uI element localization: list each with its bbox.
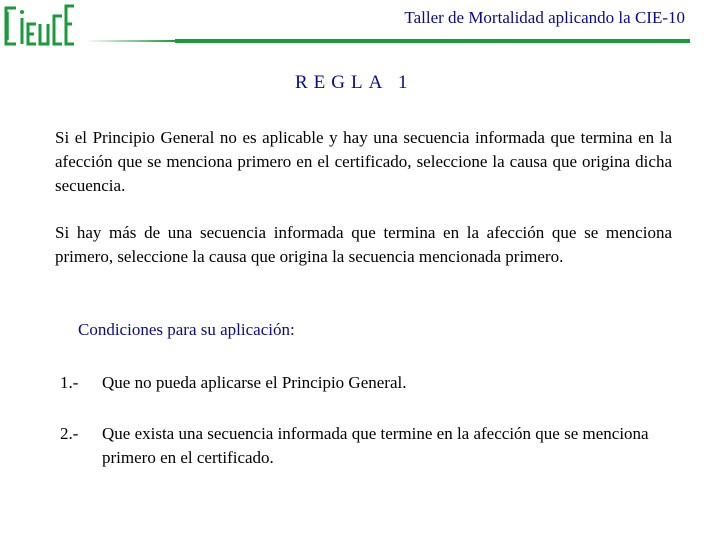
rule-heading: REGLA 1 <box>295 72 414 93</box>
condition-text: Que no pueda aplicarse el Principio General. <box>102 373 407 392</box>
condition-text: Que exista una secuencia informada que termine en la afección que se menciona primero en el certificado. <box>102 424 649 467</box>
rule-paragraph-2: Si hay más de una secuencia informada que termina en la afección que se menciona primero, seleccione la causa que origina la secuencia mencionada primero. <box>55 223 672 266</box>
cieuce-logo <box>2 2 76 50</box>
header-divider <box>175 39 690 43</box>
conditions-heading: Condiciones para su aplicación: <box>78 320 295 339</box>
condition-number: 1.- <box>60 373 79 392</box>
condition-number: 2.- <box>60 424 79 443</box>
presentation-title: Taller de Mortalidad aplicando la CIE-10 <box>404 8 685 27</box>
rule-paragraph-1: Si el Principio General no es aplicable y hay una secuencia informada que termina en la afección que se menciona primero en el certificado, seleccione la causa que origina dicha secuencia. <box>55 128 672 195</box>
